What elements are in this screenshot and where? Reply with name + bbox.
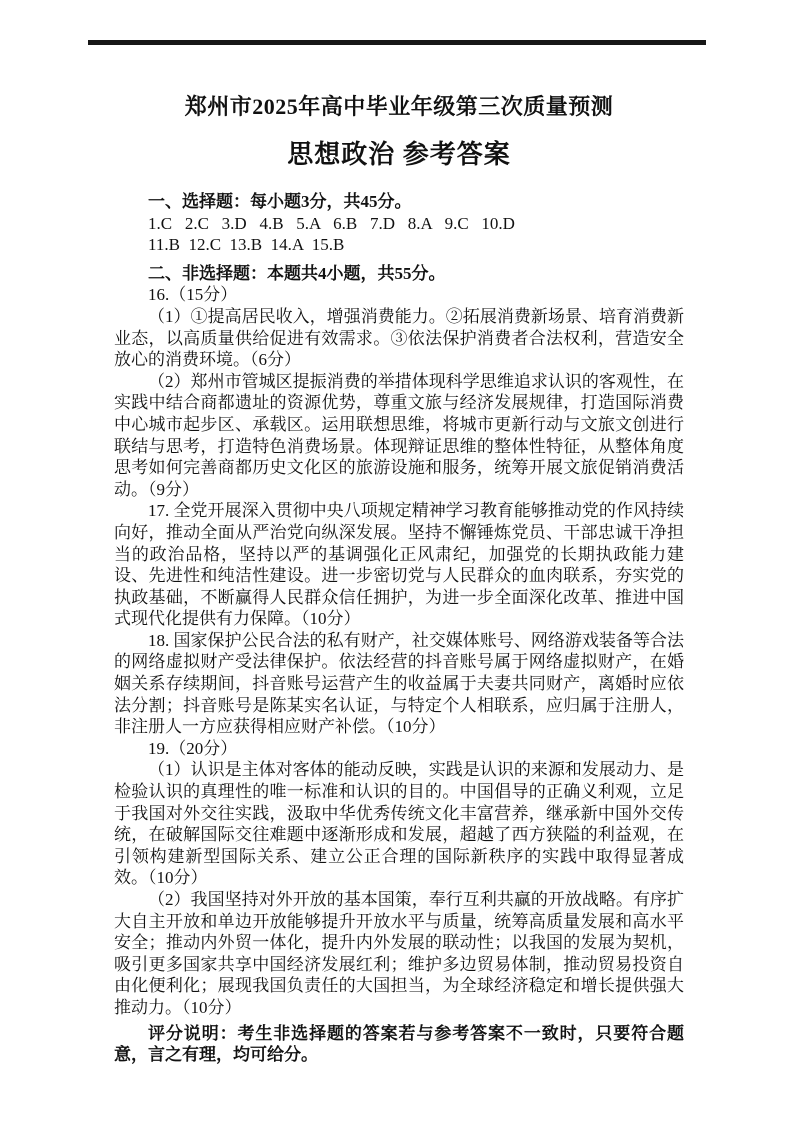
q19-answer-part1: （1）认识是主体对客体的能动反映，实践是认识的来源和发展动力、是检验认识的真理性的唯一标准和认识的目的。中国倡导的正确义利观，立足于我国对外交往实践，汲取中华优秀传统文化丰富营养，继承新中国外交传统，在破解国际交往难题中逐渐形成和发展，超越了西方狭隘的利益观，在引领构建新型国际关系、建立公正合理的国际新秩序的实践中取得显著成效。（10分） [114, 760, 684, 888]
scan-artifact-line [88, 40, 706, 45]
document-subtitle: 思想政治 参考答案 [287, 140, 511, 169]
q16-answer-part1: （1）①提高居民收入，增强消费能力。②拓展消费新场景、培育消费新业态，以高质量供给促进有效需求。③依法保护消费者合法权利，营造安全放心的消费环境。（6分） [114, 306, 684, 370]
document-title: 郑州市2025年高中毕业年级第三次质量预测 [184, 94, 614, 119]
free-response-section-heading: 二、非选择题：本题共4小题，共55分。 [148, 263, 446, 283]
q19-label: 19.（20分） [148, 738, 238, 758]
q16-answer-part2: （2）郑州市管城区提振消费的举措体现科学思维追求认识的客观性，在实践中结合商都遗址的资源优势，尊重文旅与经济发展规律，打造国际消费中心城市起步区、承载区。运用联想思维，将城市更新行动与文旅文创进行联结与思考，打造特色消费场景。体现辩证思维的整体性特征，从整体角度思考如何完善商都历史文化区的旅游设施和服务，统筹开展文旅促销消费活动。（9分） [114, 371, 684, 499]
mc-answers-line-1: 1.C 2.C 3.D 4.B 5.A 6.B 7.D 8.A 9.C 10.D [148, 213, 515, 233]
document-content [114, 94, 684, 1066]
multiple-choice-section-heading: 一、选择题：每小题3分，共45分。 [148, 192, 412, 211]
q18-answer: 18. 国家保护公民合法的私有财产，社交媒体账号、网络游戏装备等合法的网络虚拟财产受法律保护。依法经营的抖音账号属于网络虚拟财产，在婚姻关系存续期间，抖音账号运营产生的收益属于夫妻共同财产，离婚时应依法分割；抖音账号是陈某实名认证，与特定个人相联系，应归属于注册人，非注册人一方应获得相应财产补偿。（10分） [114, 630, 684, 737]
q17-answer: 17. 全党开展深入贯彻中央八项规定精神学习教育能够推动党的作风持续向好，推动全面从严治党向纵深发展。坚持不懈锤炼党员、干部忠诚干净担当的政治品格，坚持以严的基调强化正风肃纪，加强党的长期执政能力建设、先进性和纯洁性建设。进一步密切党与人民群众的血肉联系，夯实党的执政基础，不断赢得人民群众信任拥护，为进一步全面深化改革、推进中国式现代化提供有力保障。（10分） [114, 501, 684, 629]
q16-label: 16.（15分） [148, 285, 238, 305]
mc-answers-line-2: 11.B 12.C 13.B 14.A 15.B [148, 235, 345, 255]
grading-note: 评分说明：考生非选择题的答案若与参考答案不一致时，只要符合题意，言之有理，均可给分。 [114, 1023, 684, 1065]
q19-answer-part2: （2）我国坚持对外开放的基本国策，奉行互利共赢的开放战略。有序扩大自主开放和单边开放能够提升开放水平与质量，统筹高质量发展和高水平安全；推动内外贸一体化，提升内外发展的联动性；以我国的发展为契机，吸引更多国家共享中国经济发展红利；维护多边贸易体制，推动贸易投资自由化便利化；展现我国负责任的大国担当，为全球经济稳定和增长提供强大推动力。（10分） [114, 890, 684, 1017]
